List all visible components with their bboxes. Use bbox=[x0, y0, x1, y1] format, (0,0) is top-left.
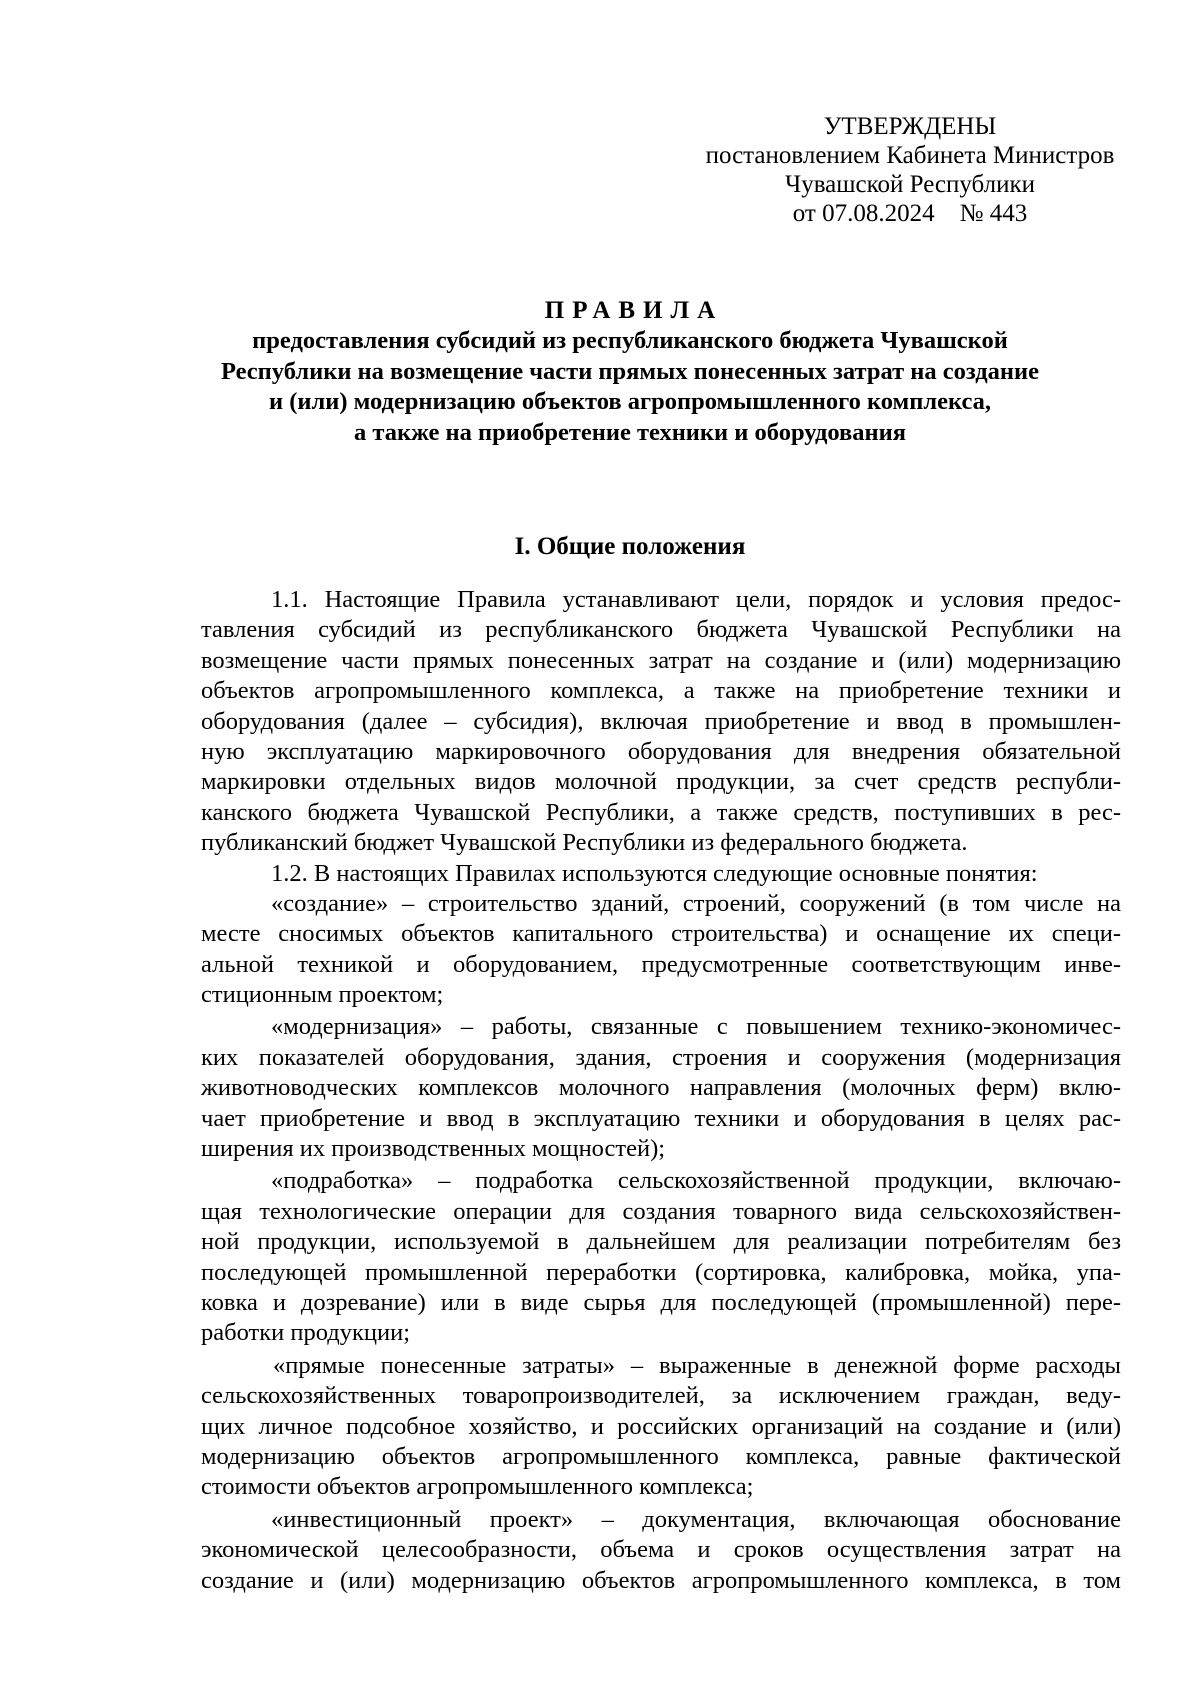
approval-date-number: от 07.08.2024 № 443 bbox=[792, 200, 1028, 227]
text-line: ширения их производственных мощностей); bbox=[201, 1135, 666, 1163]
text-line: тавления субсидий из республиканского бюджета Чувашской Республики на bbox=[201, 616, 1121, 644]
approval-stamp bbox=[690, 112, 1130, 228]
text-line: «подработка» – подработка сельскохозяйственной продукции, включаю- bbox=[271, 1167, 1121, 1195]
text-line: экономической целесообразности, объема и сроков осуществления затрат на bbox=[201, 1536, 1121, 1564]
text-line: объектов агропромышленного комплекса, а также на приобретение техники и bbox=[201, 677, 1121, 705]
text-line: ковка и дозревание) или в виде сырья для последующей (промышленной) пере- bbox=[201, 1288, 1121, 1316]
definition-processing bbox=[201, 1166, 1121, 1348]
title-line: и (или) модернизацию объектов агропромышленного комплекса, bbox=[268, 388, 992, 415]
text-line: «создание» – строительство зданий, строений, сооружений (в том числе на bbox=[271, 889, 1121, 917]
text-line: «модернизация» – работы, связанные с повышением технико-экономичес- bbox=[271, 1013, 1121, 1041]
body-text bbox=[201, 585, 1121, 1596]
text-line: ких показателей оборудования, здания, строения и сооружения (модернизация bbox=[201, 1043, 1121, 1071]
text-line: создание и (или) модернизацию объектов агропромышленного комплекса, в том bbox=[201, 1566, 1121, 1594]
paragraph-1-1 bbox=[201, 585, 1121, 859]
document-title bbox=[190, 296, 1070, 448]
text-line: щих личное подсобное хозяйство, и российских организаций на создание и (или) bbox=[201, 1412, 1121, 1440]
text-line: 1.1. Настоящие Правила устанавливают цели, порядок и условия предос- bbox=[271, 586, 1121, 613]
text-line: ной продукции, используемой в дальнейшем для реализации потребителям без bbox=[201, 1228, 1121, 1256]
text-line: животноводческих комплексов молочного направления (молочных ферм) вклю- bbox=[201, 1074, 1121, 1102]
definition-direct-costs bbox=[201, 1351, 1121, 1503]
text-line: чает приобретение и ввод в эксплуатацию техники и оборудования в целях рас- bbox=[201, 1104, 1121, 1132]
text-line: последующей промышленной переработки (сортировка, калибровка, мойка, упа- bbox=[201, 1258, 1121, 1286]
text-line: месте сносимых объектов капитального строительства) и оснащение их специ- bbox=[201, 920, 1121, 948]
paragraph-1-2 bbox=[201, 859, 1121, 889]
approval-heading: УТВЕРЖДЕНЫ bbox=[823, 113, 997, 140]
text-line: 1.2. В настоящих Правилах используются следующие основные понятия: bbox=[271, 859, 1038, 887]
text-line: «прямые понесенные затраты» – выраженные в денежной форме расходы bbox=[273, 1351, 1121, 1379]
text-line: стиционным проектом; bbox=[201, 981, 444, 1009]
text-line: щая технологические операции для создания товарного вида сельскохозяйствен- bbox=[201, 1197, 1121, 1225]
text-line: возмещение части прямых понесенных затрат на создание и (или) модернизацию bbox=[201, 646, 1121, 674]
approval-authority: постановлением Кабинета Министров bbox=[705, 142, 1115, 169]
text-line: сельскохозяйственных товаропроизводителей, за исключением граждан, веду- bbox=[201, 1382, 1121, 1410]
title-main: ПРАВИЛА bbox=[544, 297, 724, 324]
text-line: маркировки отдельных видов молочной продукции, за счет средств республи- bbox=[201, 768, 1121, 796]
approval-region: Чувашской Республики bbox=[784, 171, 1036, 198]
text-line: ную эксплуатацию маркировочного оборудования для внедрения обязательной bbox=[201, 737, 1121, 765]
text-line: работки продукции; bbox=[201, 1319, 411, 1347]
text-line: оборудования (далее – субсидия), включая приобретение и ввод в промышлен- bbox=[201, 707, 1121, 735]
text-line: модернизацию объектов агропромышленного комплекса, равные фактической bbox=[201, 1442, 1121, 1470]
text-line: канского бюджета Чувашской Республики, а также средств, поступивших в рес- bbox=[201, 798, 1121, 826]
title-line: Республики на возмещение части прямых понесенных затрат на создание bbox=[220, 357, 1040, 385]
section-heading: I. Общие положения bbox=[514, 533, 746, 560]
title-line: предоставления субсидий из республиканского бюджета Чувашской bbox=[252, 327, 1008, 354]
definition-creation bbox=[201, 889, 1121, 1011]
text-line: публиканский бюджет Чувашской Республики из федерального бюджета. bbox=[201, 829, 968, 857]
definition-investment-project bbox=[201, 1505, 1121, 1596]
text-line: «инвестиционный проект» – документация, включающая обоснование bbox=[271, 1505, 1121, 1533]
text-line: альной техникой и оборудованием, предусмотренные соответствующим инве- bbox=[201, 950, 1121, 978]
definition-modernization bbox=[201, 1012, 1121, 1164]
text-line: стоимости объектов агропромышленного комплекса; bbox=[201, 1473, 754, 1501]
title-line: а также на приобретение техники и оборудования bbox=[354, 418, 906, 446]
